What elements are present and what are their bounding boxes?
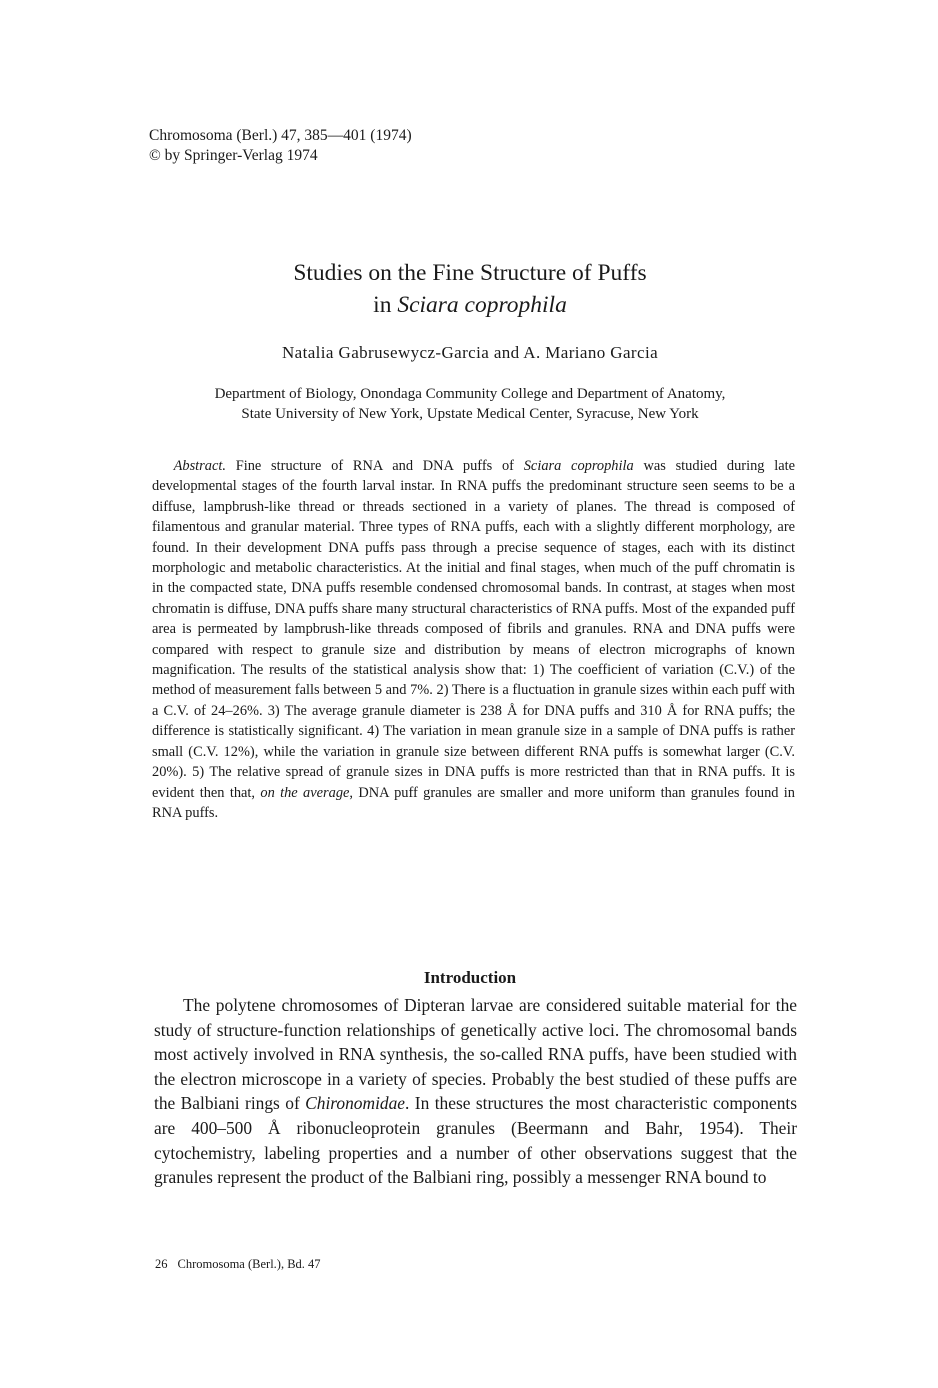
affiliation-line-1: Department of Biology, Onondaga Community College and Department of Anatomy, xyxy=(214,386,726,402)
journal-citation: Chromosoma (Berl.) 47, 385—401 (1974) xyxy=(149,127,412,144)
abstract xyxy=(152,456,795,823)
title-line-1: Studies on the Fine Structure of Puffs xyxy=(293,260,647,286)
abstract-species: Sciara coprophila xyxy=(523,458,634,474)
intro-taxon: Chironomidae xyxy=(305,1093,406,1114)
page-number: 26 xyxy=(155,1257,168,1271)
intro-text-1: The polytene chromosomes of Dipteran larvae are considered suitable material for the study of structure-function relationships of genetically active loci. The chromosomal bands most actively involved in RNA synthesis, the so-called RNA puffs, have been studied with the electron microscope in a variety of species. Probably the best studied of these puffs are the Balbiani rings of xyxy=(154,995,797,1114)
journal-header xyxy=(149,126,412,166)
section-heading-introduction: Introduction xyxy=(423,968,517,987)
abstract-emphasis: on the average xyxy=(260,784,350,801)
introduction-paragraph xyxy=(154,993,797,1190)
abstract-text-3: , DNA puff granules are smaller and more uniform than granules found in RNA puffs. xyxy=(152,784,796,821)
introduction-body xyxy=(154,993,797,1190)
title-line-2 xyxy=(150,289,790,321)
title-prefix: in xyxy=(373,292,398,318)
copyright-notice: © by Springer-Verlag 1974 xyxy=(149,147,318,164)
author-list: Natalia Gabrusewycz-Garcia and A. Mariano Garcia xyxy=(281,343,659,362)
page-footer xyxy=(155,1256,321,1272)
abstract-label: Abstract. xyxy=(173,458,226,474)
abstract-text-1: Fine structure of RNA and DNA puffs of xyxy=(225,458,524,474)
running-footer: Chromosoma (Berl.), Bd. 47 xyxy=(177,1257,321,1271)
affiliation xyxy=(150,384,790,424)
abstract-text-2: was studied during late developmental stages of the fourth larval instar. In RNA puffs the predominant structure seen seems to be a diffuse, lampbrush-like thread or threads sectioned in a variety of planes. The thread is composed of filamentous and granular material. Three types of RNA puffs, each with a slightly different morphology, are found. In their development DNA puffs pass through a precise sequence of stages, each with its distinct morphologic and metabolic characteristics. At the initial and final stages, when much of the puff chromatin is in the compacted state, DNA puffs resemble condensed chromosomal bands. In contrast, at stages when most chromatin is diffuse, DNA puffs share many structural characteristics of RNA puffs. Most of the expanded puff area is permeated by lampbrush-like threads composed of fibrils and granules. RNA and DNA puffs were compared with respect to granule size and distribution by means of electron micrographs of known magnification. The results of the statistical analysis show that: 1) The coefficient of variation (C.V.) of the method of measurement falls between 5 and 7%. 2) There is a fluctuation in granule sizes within each puff with a C.V. of 24–26%. 3) The average granule diameter is 238 Å for DNA puffs and 310 Å for RNA puffs; the difference is statistically significant. 4) The variation in mean granule size in a sample of DNA puffs is rather small (C.V. 12%), while the variation in granule size between different RNA puffs is somewhat larger (C.V. 20%). 5) The relative spread of granule sizes in DNA puffs is more restricted than that in RNA puffs. It is evident then that, xyxy=(152,458,795,801)
affiliation-line-2: State University of New York, Upstate Medical Center, Syracuse, New York xyxy=(241,406,699,422)
paper-title xyxy=(150,257,790,321)
title-species: Sciara coprophila xyxy=(397,292,567,318)
intro-text-2: . In these structures the most characteristic components are 400–500 Å ribonucleoprotein granules (Beermann and Bahr, 1954). Their cytochemistry, labeling properties and a number of other observations suggest that the granules represent the product of the Balbiani ring, possibly a messenger RNA bound to xyxy=(154,1093,798,1188)
